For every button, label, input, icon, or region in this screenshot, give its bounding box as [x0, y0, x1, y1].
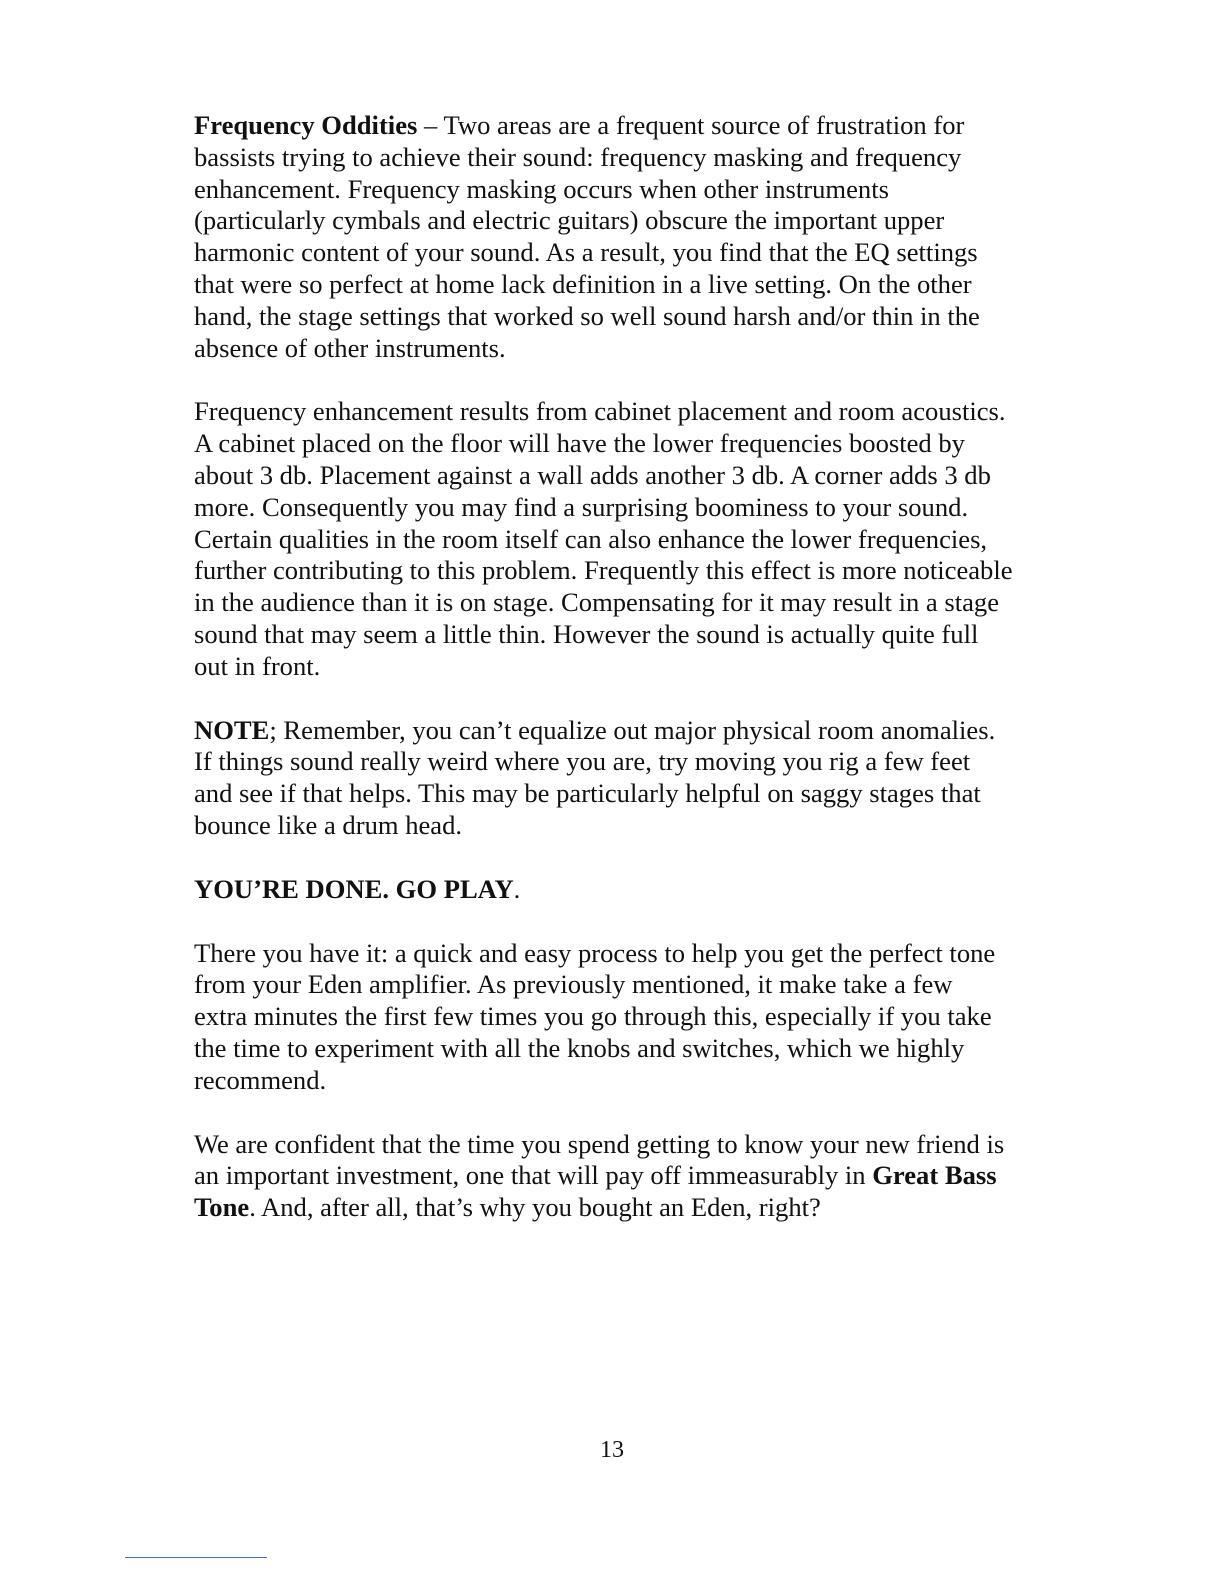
closing-paragraph: We are confident that the time you spend getting to know your new friend is an important investment, one that will pay off immeasurably in Great Bass Tone. And, after all, that’s why you bought an Eden, right? — [194, 1128, 1005, 1223]
page-number: 13 — [600, 1437, 624, 1463]
tone-bold: Tone — [194, 1192, 250, 1223]
frequency-enhancement-paragraph: Frequency enhancement results from cabinet placement and room acoustics. A cabinet placed on the floor will have the lower frequencies boosted by about 3 db. Placement against a wall adds another 3 db. A corner adds 3 db more. Consequently you may find a surprising boominess to your sound. Certain qualities in the room itself can also enhance the lower frequencies, further contributing to this problem. Frequently this effect is more noticeable in the audience than it is on stage. Compensating for it may result in a stage sound that may seem a little thin. However the sound is actually quite full out in front. — [194, 396, 1013, 681]
great-bass-bold: Great Bass — [872, 1160, 997, 1191]
note-paragraph: NOTE; Remember, you can’t equalize out major physical room anomalies. If things sound really weird where you are, try moving you rig a few feet and see if that helps. This may be particularly helpful on saggy stages that bounce like a drum head. — [194, 714, 996, 840]
note-label: NOTE — [194, 714, 270, 745]
frequency-oddities-heading: Frequency Oddities — [194, 110, 418, 140]
page-content — [194, 110, 1064, 1256]
footnote-divider — [125, 1557, 267, 1558]
done-heading: YOU’RE DONE. GO PLAY. — [194, 873, 521, 904]
conclusion-paragraph: There you have it: a quick and easy process to help you get the perfect tone from your Eden amplifier. As previously mentioned, it make take a few extra minutes the first few times you go through this, especially if you take the time to experiment with all the knobs and switches, which we highly recommend. — [194, 937, 996, 1095]
frequency-oddities-paragraph: Frequency Oddities – Two areas are a frequent source of frustration for bassists trying to achieve their sound: frequency masking and frequency enhancement. Frequency masking occurs when other instruments (particularly cymbals and electric guitars) obscure the important upper harmonic content of your sound. As a result, you find that the EQ settings that were so perfect at home lack definition in a live setting. On the other hand, the stage settings that worked so well sound harsh and/or thin in the absence of other instruments. — [194, 110, 980, 363]
